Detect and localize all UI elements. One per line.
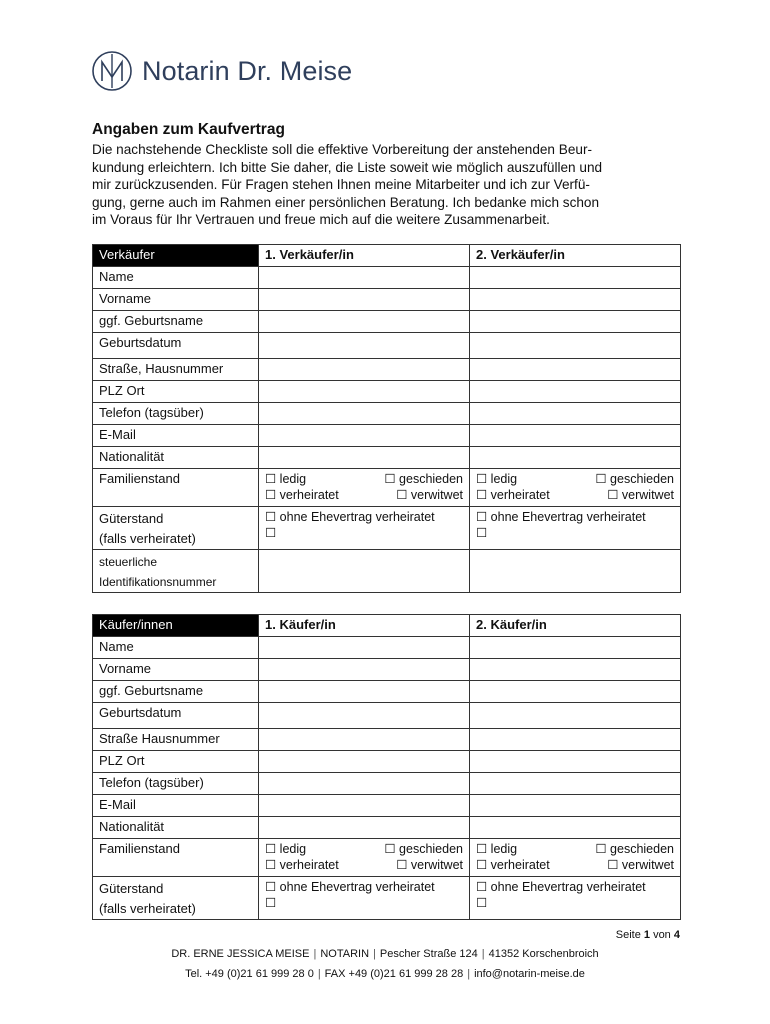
- footer-contact: Tel. +49 (0)21 61 999 28 0 | FAX +49 (0)21 61 999 28 28 | info@notarin-meise.de: [185, 968, 585, 980]
- seller2-geburtsdatum-field[interactable]: [470, 333, 681, 359]
- seller1-email-field[interactable]: [259, 425, 470, 447]
- buyer-header: Käufer/innen: [93, 615, 259, 637]
- page-number: [616, 929, 680, 941]
- intro-line: Die nachstehende Checkliste soll die effektive Vorbereitung der anstehenden Beur-: [92, 142, 593, 157]
- intro-line: im Voraus für Ihr Vertrauen und freue mich auf die weitere Zusammenarbeit.: [92, 212, 550, 228]
- ledig-checkbox[interactable]: ☐ ledig: [476, 472, 518, 486]
- brand-name: Notarin Dr. Meise: [142, 55, 353, 86]
- row-label: ggf. Geburtsname: [93, 681, 259, 703]
- monogram-m-icon: [91, 50, 133, 92]
- row-label: Vorname: [93, 289, 259, 311]
- footer-name: DR. ERNE JESSICA MEISE: [171, 948, 310, 960]
- row-label: Name: [93, 637, 259, 659]
- intro-line: gung, gerne auch im Rahmen einer persönlichen Beratung. Ich bedanke mich schon: [92, 194, 600, 210]
- seller1-gueterstand-options: [259, 507, 470, 550]
- ledig-checkbox[interactable]: ☐ ledig: [265, 472, 307, 486]
- row-label: Straße Hausnummer: [93, 729, 259, 751]
- gueterstand-label: [93, 877, 259, 920]
- seller2-nationalitaet-field[interactable]: [470, 447, 681, 469]
- row-label: Geburtsdatum: [93, 703, 259, 729]
- page-mid: von: [653, 929, 671, 941]
- intro-line: kundung erleichtern. Ich bitte Sie daher, die Liste soweit wie möglich auszufüllen und: [92, 159, 603, 175]
- buyer2-gueterstand-options: [470, 877, 681, 920]
- seller-col2-header: 2. Verkäufer/in: [470, 245, 681, 267]
- verheiratet-checkbox[interactable]: ☐ verheiratet: [476, 858, 550, 872]
- buyer-col2-header: 2. Käufer/in: [470, 615, 681, 637]
- ledig-checkbox[interactable]: ☐ ledig: [476, 842, 518, 856]
- seller2-geburtsname-field[interactable]: [470, 311, 681, 333]
- buyer1-geburtsdatum-field[interactable]: [259, 703, 470, 729]
- buyer2-geburtsdatum-field[interactable]: [470, 703, 681, 729]
- seller2-email-field[interactable]: [470, 425, 681, 447]
- seller-header: Verkäufer: [93, 245, 259, 267]
- buyer1-plz-field[interactable]: [259, 751, 470, 773]
- verwitwet-checkbox[interactable]: ☐ verwitwet: [396, 488, 463, 502]
- verheiratet-checkbox[interactable]: ☐ verheiratet: [265, 488, 339, 502]
- footer-address: DR. ERNE JESSICA MEISE | NOTARIN | Pescher Straße 124 | 41352 Korschenbroich: [171, 948, 599, 960]
- geschieden-checkbox[interactable]: ☐ geschieden: [384, 472, 463, 486]
- page-title: Angaben zum Kaufvertrag: [92, 121, 285, 138]
- footer-email[interactable]: info@notarin-meise.de: [474, 968, 585, 980]
- row-label: Familienstand: [93, 469, 259, 507]
- footer-fax: FAX +49 (0)21 61 999 28 28: [324, 968, 464, 980]
- buyer1-strasse-field[interactable]: [259, 729, 470, 751]
- verheiratet-checkbox[interactable]: ☐ verheiratet: [265, 858, 339, 872]
- buyer2-plz-field[interactable]: [470, 751, 681, 773]
- seller1-familienstand-options: [259, 469, 470, 507]
- page-current: 1: [643, 929, 650, 941]
- seller2-familienstand-options: [470, 469, 681, 507]
- row-label: PLZ Ort: [93, 381, 259, 403]
- geschieden-checkbox[interactable]: ☐ geschieden: [595, 472, 674, 486]
- notary-logo: [91, 50, 352, 92]
- row-label-sub: Identifikationsnummer: [99, 575, 217, 589]
- buyer2-telefon-field[interactable]: [470, 773, 681, 795]
- steuer-label: [93, 550, 259, 593]
- buyer2-email-field[interactable]: [470, 795, 681, 817]
- buyer2-nationalitaet-field[interactable]: [470, 817, 681, 839]
- buyer-col1-header: 1. Käufer/in: [259, 615, 470, 637]
- seller1-geburtsdatum-field[interactable]: [259, 333, 470, 359]
- buyer2-geburtsname-field[interactable]: [470, 681, 681, 703]
- page-total: 4: [673, 929, 680, 941]
- buyer1-nationalitaet-field[interactable]: [259, 817, 470, 839]
- buyer1-geburtsname-field[interactable]: [259, 681, 470, 703]
- ledig-checkbox[interactable]: ☐ ledig: [265, 842, 307, 856]
- ehevertrag-checkbox[interactable]: ☐ ohne Ehevertrag verheiratet: [265, 510, 435, 524]
- seller1-telefon-field[interactable]: [259, 403, 470, 425]
- row-label: Telefon (tagsüber): [93, 403, 259, 425]
- gueterstand-label: [93, 507, 259, 550]
- buyer2-familienstand-options: [470, 839, 681, 877]
- row-label: Straße, Hausnummer: [93, 359, 259, 381]
- row-label: Nationalität: [93, 447, 259, 469]
- row-label: Vorname: [93, 659, 259, 681]
- seller1-geburtsname-field[interactable]: [259, 311, 470, 333]
- intro-line: mir zurückzusenden. Für Fragen stehen Ihnen meine Mitarbeiter und ich zur Verfü-: [92, 177, 590, 193]
- verwitwet-checkbox[interactable]: ☐ verwitwet: [607, 858, 674, 872]
- verwitwet-checkbox[interactable]: ☐ verwitwet: [607, 488, 674, 502]
- footer-title: NOTARIN: [320, 948, 370, 960]
- verheiratet-checkbox[interactable]: ☐ verheiratet: [476, 488, 550, 502]
- buyer1-vorname-field[interactable]: [259, 659, 470, 681]
- seller1-plz-field[interactable]: [259, 381, 470, 403]
- seller1-vorname-field[interactable]: [259, 289, 470, 311]
- ehevertrag-checkbox[interactable]: ☐ ohne Ehevertrag verheiratet: [265, 880, 435, 894]
- buyer1-telefon-field[interactable]: [259, 773, 470, 795]
- ehevertrag-checkbox[interactable]: ☐ ohne Ehevertrag verheiratet: [476, 510, 646, 524]
- buyer2-strasse-field[interactable]: [470, 729, 681, 751]
- row-label: Name: [93, 267, 259, 289]
- buyer1-name-field[interactable]: [259, 637, 470, 659]
- buyer-table: [92, 614, 681, 920]
- seller2-name-field[interactable]: [470, 267, 681, 289]
- seller1-strasse-field[interactable]: [259, 359, 470, 381]
- seller2-strasse-field[interactable]: [470, 359, 681, 381]
- row-label: Telefon (tagsüber): [93, 773, 259, 795]
- seller2-gueterstand-options: [470, 507, 681, 550]
- seller2-steuer-field[interactable]: [470, 550, 681, 593]
- seller-col1-header: 1. Verkäufer/in: [259, 245, 470, 267]
- buyer1-email-field[interactable]: [259, 795, 470, 817]
- footer-city: 41352 Korschenbroich: [488, 948, 599, 960]
- seller2-telefon-field[interactable]: [470, 403, 681, 425]
- row-label: Güterstand: [99, 511, 164, 526]
- seller1-nationalitaet-field[interactable]: [259, 447, 470, 469]
- seller1-steuer-field[interactable]: [259, 550, 470, 593]
- buyer1-familienstand-options: [259, 839, 470, 877]
- seller2-vorname-field[interactable]: [470, 289, 681, 311]
- buyer2-vorname-field[interactable]: [470, 659, 681, 681]
- other-checkbox[interactable]: ☐: [476, 526, 488, 540]
- ehevertrag-checkbox[interactable]: ☐ ohne Ehevertrag verheiratet: [476, 880, 646, 894]
- other-checkbox[interactable]: ☐: [265, 896, 277, 910]
- row-label: PLZ Ort: [93, 751, 259, 773]
- row-label: E-Mail: [93, 795, 259, 817]
- buyer1-gueterstand-options: [259, 877, 470, 920]
- intro-section: [92, 121, 682, 229]
- footer-street: Pescher Straße 124: [379, 948, 478, 960]
- buyer2-name-field[interactable]: [470, 637, 681, 659]
- page-prefix: Seite: [615, 929, 641, 941]
- geschieden-checkbox[interactable]: ☐ geschieden: [595, 842, 674, 856]
- row-label: Güterstand: [99, 881, 164, 896]
- row-label: Geburtsdatum: [93, 333, 259, 359]
- verwitwet-checkbox[interactable]: ☐ verwitwet: [396, 858, 463, 872]
- row-label: Nationalität: [93, 817, 259, 839]
- geschieden-checkbox[interactable]: ☐ geschieden: [384, 842, 463, 856]
- row-label: steuerliche: [99, 555, 158, 569]
- other-checkbox[interactable]: ☐: [476, 896, 488, 910]
- seller-table: [92, 244, 681, 593]
- row-label-sub: (falls verheiratet): [99, 531, 196, 546]
- row-label-sub: (falls verheiratet): [99, 901, 196, 916]
- other-checkbox[interactable]: ☐: [265, 526, 277, 540]
- seller1-name-field[interactable]: [259, 267, 470, 289]
- intro-text: [92, 141, 682, 229]
- row-label: ggf. Geburtsname: [93, 311, 259, 333]
- row-label: E-Mail: [93, 425, 259, 447]
- seller2-plz-field[interactable]: [470, 381, 681, 403]
- footer-phone: Tel. +49 (0)21 61 999 28 0: [185, 968, 314, 980]
- row-label: Familienstand: [93, 839, 259, 877]
